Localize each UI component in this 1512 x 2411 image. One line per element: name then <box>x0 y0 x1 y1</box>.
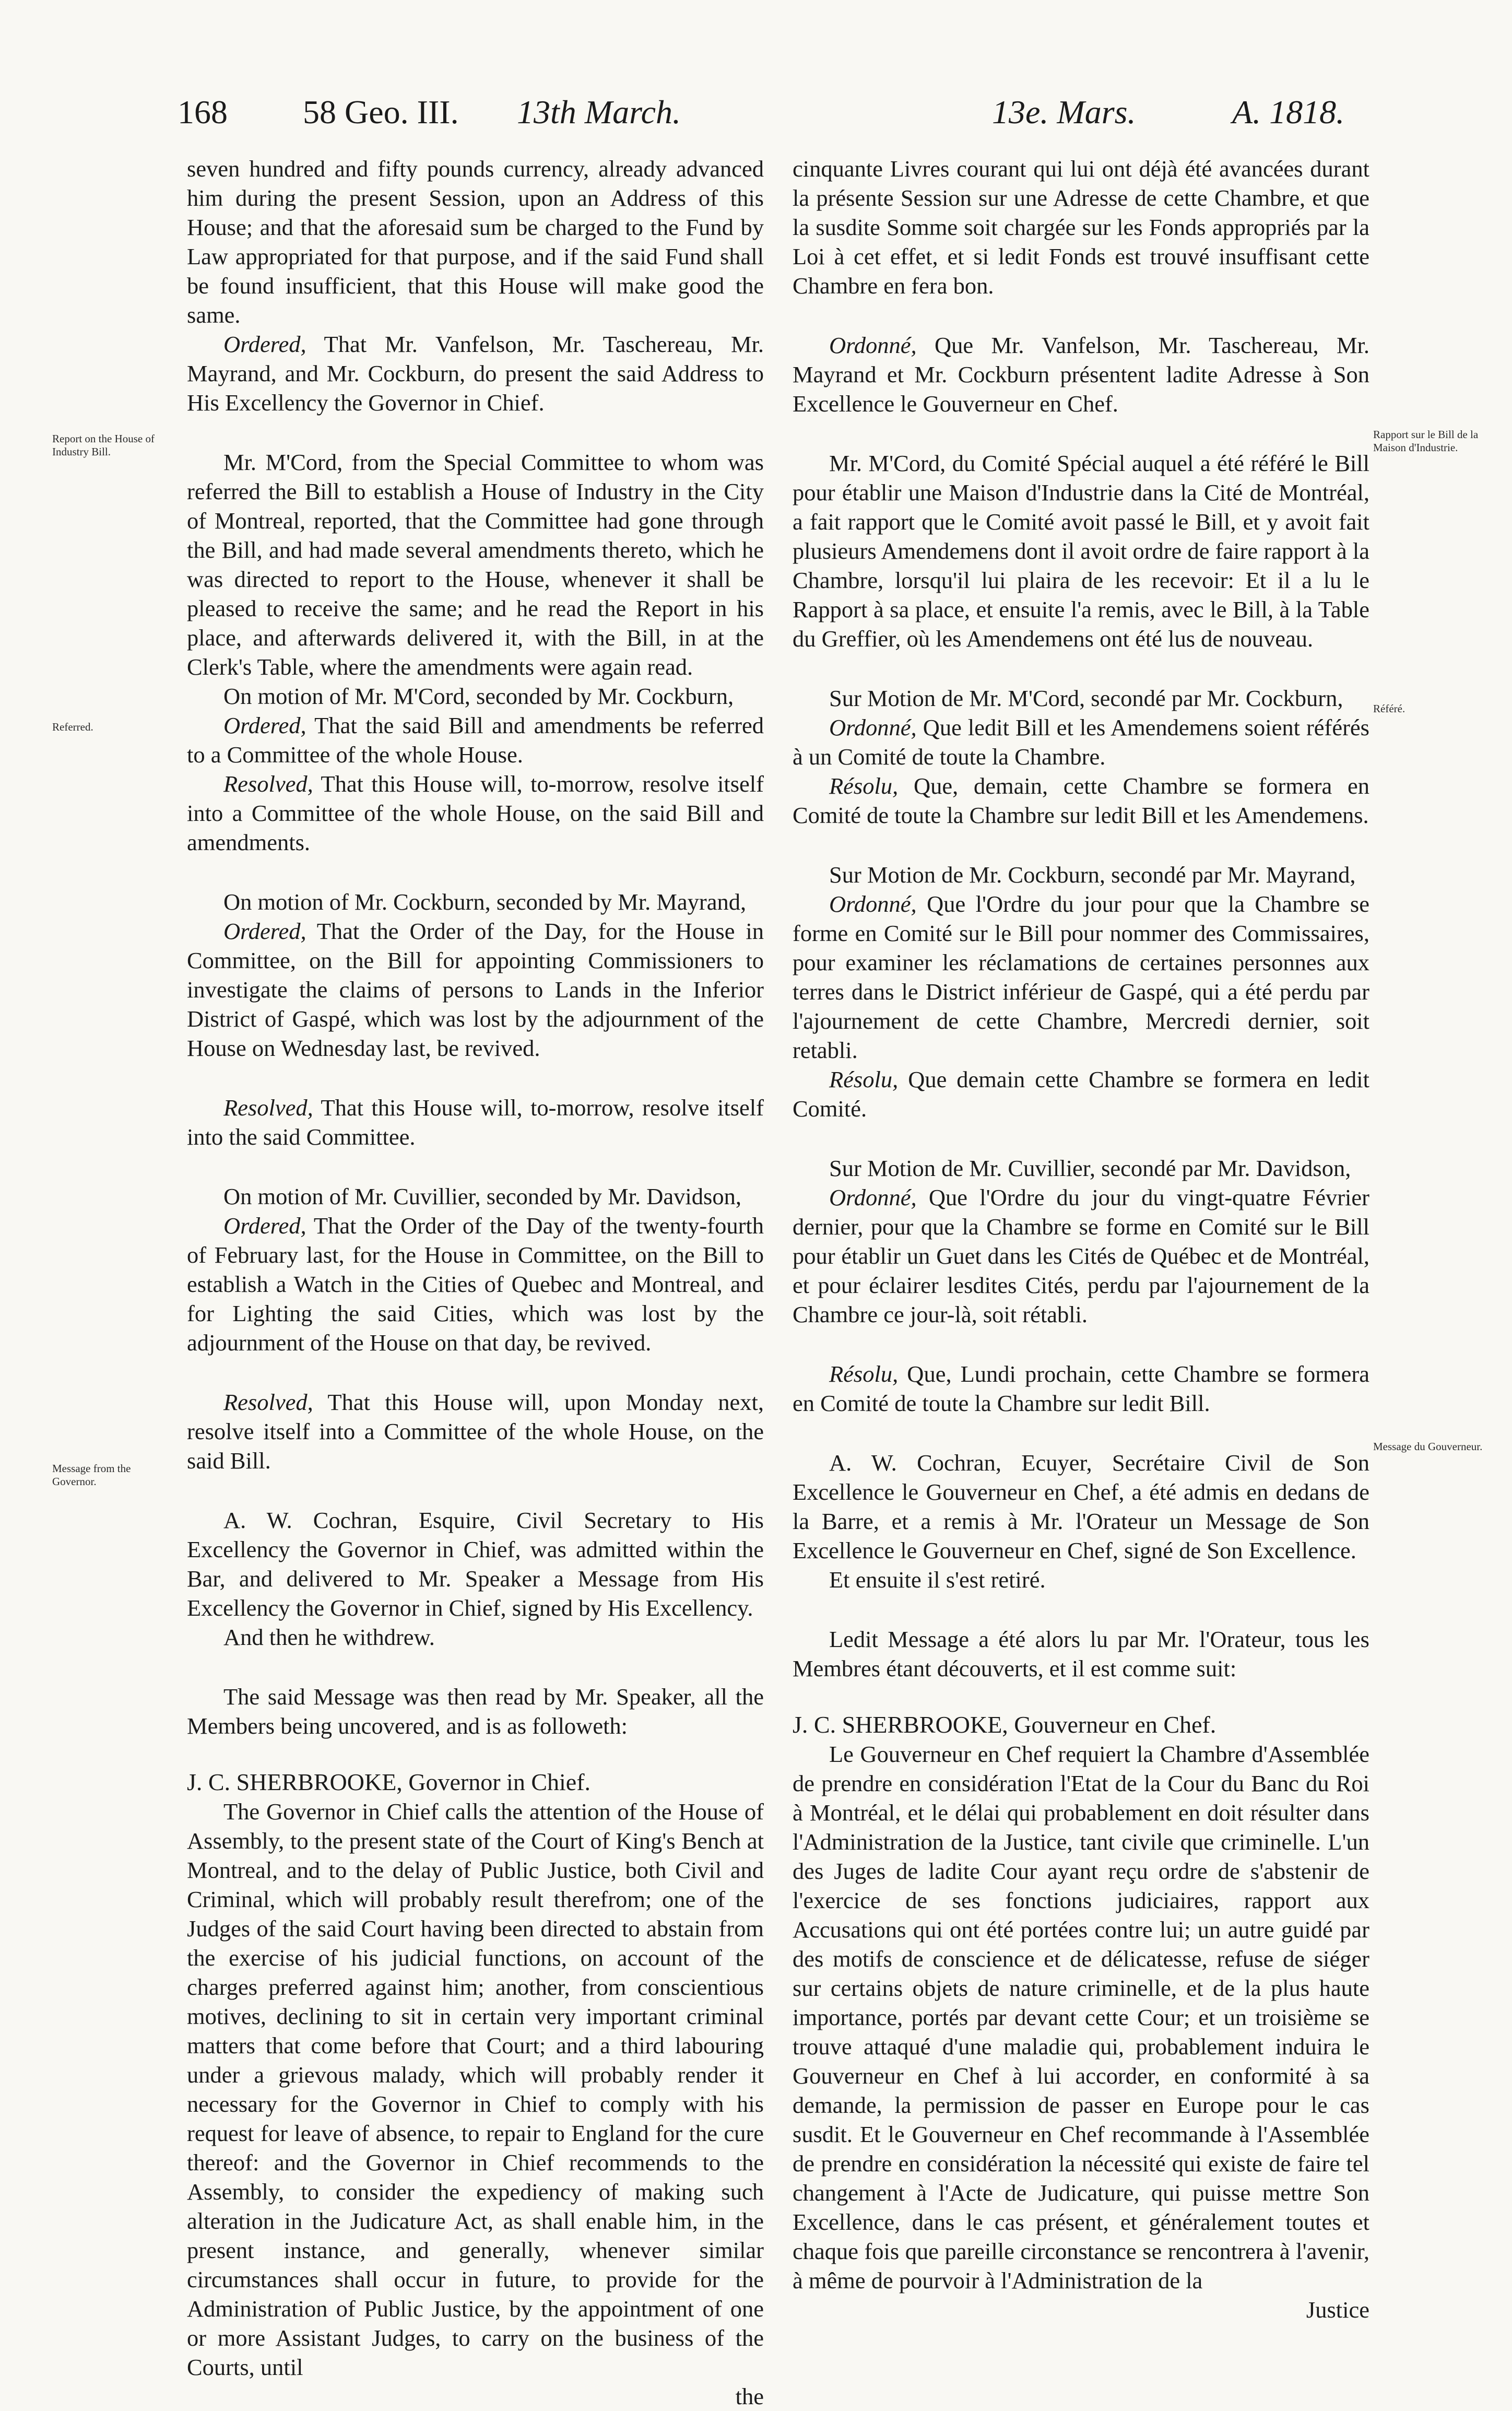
catchword: the <box>735 2383 764 2409</box>
paragraph: Ordonné, Que ledit Bill et les Amendemens soient référés à un Comité de toute la Chambre. <box>793 714 1369 770</box>
paragraph: And then he withdrew. <box>223 1624 435 1650</box>
margin-note-refere: Référé. <box>1373 702 1405 715</box>
margin-note-message-fr: Message du Gouverneur. <box>1373 1440 1483 1453</box>
paragraph: cinquante Livres courant qui lui ont déjà été avancées durant la présente Session sur une Adresse de cette Chambre, et que la susdite Somme soit chargée sur les Fonds appropriés par la Loi à cet effet, et si ledit Fonds est trouvé insuffisant cette Chambre en fera bon. <box>793 156 1369 299</box>
paragraph: Ordonné, Que l'Ordre du jour pour que la Chambre se forme en Comité sur le Bill pour nommer des Commissaires, pour examiner les réclamations de certaines personnes aux terres dans le District inférieur de Gaspé, qui a été perdu par l'ajournement de cette Chambre, Mercredi dernier, soit retabli. <box>793 891 1369 1063</box>
margin-note-rapport: Rapport sur le Bill de la Maison d'Industrie. <box>1373 428 1479 454</box>
date-french: 13e. Mars. <box>992 93 1136 131</box>
message-heading: J. C. SHERBROOKE, Governor in Chief. <box>187 1769 591 1795</box>
paragraph: A. W. Cochran, Esquire, Civil Secretary to His Excellency the Governor in Chief, was admitted within the Bar, and delivered to Mr. Speaker a Message from His Excellency the Governor in Chief, signed by His Excellency. <box>187 1507 764 1621</box>
paragraph: The Governor in Chief calls the attention of the House of Assembly, to the present state of the Court of King's Bench at Montreal, and to the delay of Public Justice, both Civil and Criminal, which will probably result therefrom; one of the Judges of the said Court having been directed to abstain from the exercise of his judicial functions, on account of the charges preferred against him; another, from conscientious motives, declining to sit in certain very important criminal matters that come before that Court; and a third labouring under a grievous malady, which will probably render it necessary for the Governor in Chief to comply with his request for leave of absence, to repair to England for the cure thereof: and the Governor in Chief recommends to the Assembly, to consider the expediency of making such alteration in the Judicature Act, as shall enable him, in the present instance, and generally, whenever similar circumstances shall occur in future, to provide for the Administration of Public Justice, by the appointment of one or more Assistant Judges, to carry on the business of the Courts, until <box>187 1798 764 2380</box>
paragraph: Mr. M'Cord, from the Special Committee to whom was referred the Bill to establish a House of Industry in the City of Montreal, reported, that the Committee had gone through the Bill, and had made several amendments thereto, which he was directed to report to the House, whenever it shall be pleased to receive the same; and he read the Report in his place, and afterwards delivered it, with the Bill, in at the Clerk's Table, where the amendments were again read. <box>187 449 764 680</box>
message-heading: J. C. SHERBROOKE, Gouverneur en Chef. <box>793 1711 1216 1738</box>
paragraph: Mr. M'Cord, du Comité Spécial auquel a été référé le Bill pour établir une Maison d'Industrie dans la Cité de Montréal, a fait rapport que le Comité avoit passé le Bill, et y avoit fait plusieurs Amendemens dont il avoit ordre de faire rapport à la Chambre, lorsqu'il lui plaira de les recevoir: Et il a lu le Rapport à sa place, et ensuite l'a remis, avec le Bill, à la Table du Greffier, où les Amendemens ont été lus de nouveau. <box>793 450 1369 652</box>
date-english: 13th March. <box>517 93 681 131</box>
english-column <box>187 154 764 2411</box>
paragraph: On motion of Mr. Cuvillier, seconded by Mr. Davidson, <box>223 1183 741 1209</box>
paragraph: Sur Motion de Mr. Cuvillier, secondé par Mr. Davidson, <box>829 1155 1351 1181</box>
margin-note-referred: Referred. <box>52 721 93 733</box>
paragraph: Sur Motion de Mr. M'Cord, secondé par Mr. Cockburn, <box>829 685 1343 711</box>
paragraph: Resolved, That this House will, to-morrow, resolve itself into the said Committee. <box>187 1095 764 1150</box>
paragraph: On motion of Mr. Cockburn, seconded by Mr. Mayrand, <box>223 889 747 915</box>
paragraph: Ordonné, Que l'Ordre du jour du vingt-quatre Février dernier, pour que la Chambre se forme en Comité sur le Bill pour établir un Guet dans les Cités de Québec et de Montréal, et pour éclairer lesdites Cités, perdu par l'ajournement de la Chambre ce jour-là, soit rétabli. <box>793 1184 1369 1327</box>
paragraph: Ordered, That the Order of the Day of the twenty-fourth of February last, for the House in Committee, on the Bill to establish a Watch in the Cities of Quebec and Montreal, and for Lighting the said Cities, which was lost by the adjournment of the House on that day, be revived. <box>187 1213 764 1356</box>
margin-note-message: Message from the Governor. <box>52 1462 131 1488</box>
paragraph: Résolu, Que, demain, cette Chambre se formera en Comité de toute la Chambre sur ledit Bill et les Amendemens. <box>793 773 1369 828</box>
margin-note-report: Report on the House of Industry Bill. <box>52 432 155 458</box>
paragraph: Ordered, That the Order of the Day, for the House in Committee, on the Bill for appointing Commissioners to investigate the claims of persons to Lands in the Inferior District of Gaspé, which was lost by the adjournment of the House on Wednesday last, be revived. <box>187 918 764 1061</box>
paragraph: Resolved, That this House will, to-morrow, resolve itself into a Committee of the whole House, on the said Bill and amendments. <box>187 771 764 855</box>
paragraph: The said Message was then read by Mr. Speaker, all the Members being uncovered, and is as followeth: <box>187 1684 764 1739</box>
paragraph: On motion of Mr. M'Cord, seconded by Mr. Cockburn, <box>223 683 734 709</box>
paragraph: Resolved, That this House will, upon Monday next, resolve itself into a Committee of the whole House, on the said Bill. <box>187 1389 764 1474</box>
regnal-year: 58 Geo. III. <box>303 93 459 131</box>
paragraph: A. W. Cochran, Ecuyer, Secrétaire Civil de Son Excellence le Gouverneur en Chef, a été admis en dedans de la Barre, et a remis à Mr. l'Orateur un Message de Son Excellence le Gouverneur en Chef, signé de Son Excellence. <box>793 1450 1369 1563</box>
paragraph: Ledit Message a été alors lu par Mr. l'Orateur, tous les Membres étant découverts, et il est comme suit: <box>793 1626 1369 1681</box>
catchword: Justice <box>1306 2297 1369 2323</box>
paragraph: Et ensuite il s'est retiré. <box>829 1567 1046 1593</box>
paragraph: Ordonné, Que Mr. Vanfelson, Mr. Taschereau, Mr. Mayrand et Mr. Cockburn présentent ladite Adresse à Son Excellence le Gouverneur en Chef. <box>793 332 1369 417</box>
paragraph: Résolu, Que demain cette Chambre se formera en ledit Comité. <box>793 1066 1369 1122</box>
paragraph: Résolu, Que, Lundi prochain, cette Chambre se formera en Comité de toute la Chambre sur ledit Bill. <box>793 1361 1369 1416</box>
page-header <box>178 83 1378 145</box>
paragraph: seven hundred and fifty pounds currency, already advanced him during the present Session, upon an Address of this House; and that the aforesaid sum be charged to the Fund by Law appropriated for that purpose, and if the said Fund shall be found insufficient, that this House will make good the same. <box>187 156 764 328</box>
paragraph: Ordered, That the said Bill and amendments be referred to a Committee of the whole House. <box>187 712 764 768</box>
paragraph: Sur Motion de Mr. Cockburn, secondé par Mr. Mayrand, <box>829 862 1356 888</box>
paragraph: Ordered, That Mr. Vanfelson, Mr. Taschereau, Mr. Mayrand, and Mr. Cockburn, do present the said Address to His Excellency the Governor in Chief. <box>187 331 764 416</box>
page-number: 168 <box>178 93 228 131</box>
paragraph: Le Gouverneur en Chef requiert la Chambre d'Assemblée de prendre en considération l'Etat de la Cour du Banc du Roi à Montréal, et le délai qui probablement en doit résulter dans l'Administration de la Justice, tant civile que criminelle. L'un des Juges de ladite Cour ayant reçu ordre de s'abstenir de l'exercice de ses fonctions judiciaires, rapport aux Accusations qui ont été portées contre lui; un autre guidé par des motifs de conscience et de délicatesse, refuse de siéger sur certains objets de nature criminelle, et de la plus haute importance, portés par devant cette Cour; et un troisième se trouve attaqué d'une maladie qui, probablement induira le Gouverneur en Chef à lui accorder, en conformité à sa demande, la permission de passer en Europe pour le cas susdit. Et le Gouverneur en Chef recommande à l'Assemblée de prendre en considération la nécessité qui existe de faire tel changement à l'Acte de Judicature, qui puisse mettre Son Excellence, dans le cas présent, et généralement toutes et chaque fois que pareille circonstance se rencontrera à l'avenir, à même de pourvoir à l'Administration de la <box>793 1741 1369 2294</box>
year: A. 1818. <box>1232 93 1345 131</box>
french-column <box>793 154 1369 2324</box>
